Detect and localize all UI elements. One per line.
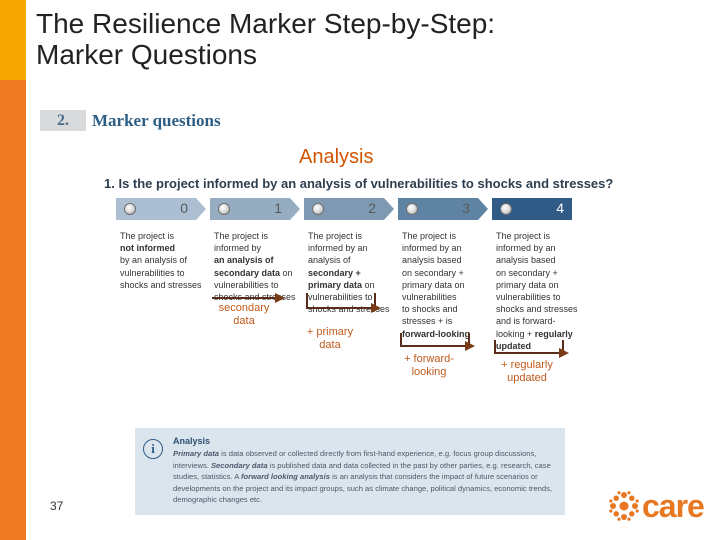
marker-question: 1. Is the project informed by an analysis of vulnerabilities to shocks and stresses? [104,176,614,191]
annotation-forward-looking: + forward- looking [404,353,454,378]
info-title: Analysis [173,436,211,446]
annotation-regularly-updated: + regularly updated [501,359,553,384]
level-number: 0 [180,200,188,216]
info-box [135,428,565,515]
bracket-primary [306,293,376,309]
page-number: 37 [50,499,64,513]
info-body: Primary data is data observed or collected directly from first-hand experience, e.g. focus group discussions, interviews. Secondary data is published data and data collected in the past by other parties, e.g. research, case studies, statistics. A forward looking analysis is an analysis that considers the impact of future scenarios or developments on the project and its impact groups, such as climate change, political dynamics, economic trends, demographic changes etc. [173,449,553,505]
level-0-box [116,198,196,220]
bracket-updated [494,340,564,354]
slide-title-line2: Marker Questions [36,39,257,70]
slide-title-line1: The Resilience Marker Step-by-Step: [36,8,496,39]
info-icon: i [143,439,163,459]
level-arrow [196,198,206,220]
bracket-secondary [212,297,280,299]
radio-icon [500,203,512,215]
radio-icon [312,203,324,215]
annotation-primary-data: + primary data [306,326,354,351]
level-number: 1 [274,200,282,216]
section-number: 2. [40,110,86,131]
radio-icon [406,203,418,215]
level-4-description: The project is informed by an analysis based on secondary + primary data on vulnerabilities to shocks and stresses and is forward- looking + regularly updated [496,231,578,351]
level-2-box [304,198,384,220]
level-1-box [210,198,290,220]
care-logo [608,488,708,528]
radio-icon [218,203,230,215]
slide-title [36,8,495,70]
level-1-description: The project is informed by an analysis of secondary data on vulnerabilities to shocks and stresses [214,231,296,303]
radio-icon [124,203,136,215]
accent-bar-top [0,0,26,80]
level-number: 3 [462,200,470,216]
level-arrow [290,198,300,220]
section-title: Marker questions [92,110,221,130]
level-arrow [384,198,394,220]
annotation-secondary-data: secondary data [218,302,270,327]
level-number: 2 [368,200,376,216]
level-2-description: The project is informed by an analysis of secondary + primary data on vulnerabilities to shocks and stresses [308,231,390,315]
level-3-box [398,198,478,220]
bracket-forward [400,333,470,347]
level-arrow [478,198,488,220]
level-4-box [492,198,572,220]
level-number: 4 [556,200,564,216]
care-logo-text: care [642,488,704,524]
section-header [40,110,221,131]
level-3-description: The project is informed by an analysis based on secondary + primary data on vulnerabilities to shocks and stresses + is forward-looking [402,231,470,339]
center-label: Analysis [299,146,374,168]
level-0-description: The project is not informed by an analysis of vulnerabilities to shocks and stresses [120,231,202,290]
care-sunburst-logo-icon [608,490,640,522]
accent-bar [0,0,26,540]
